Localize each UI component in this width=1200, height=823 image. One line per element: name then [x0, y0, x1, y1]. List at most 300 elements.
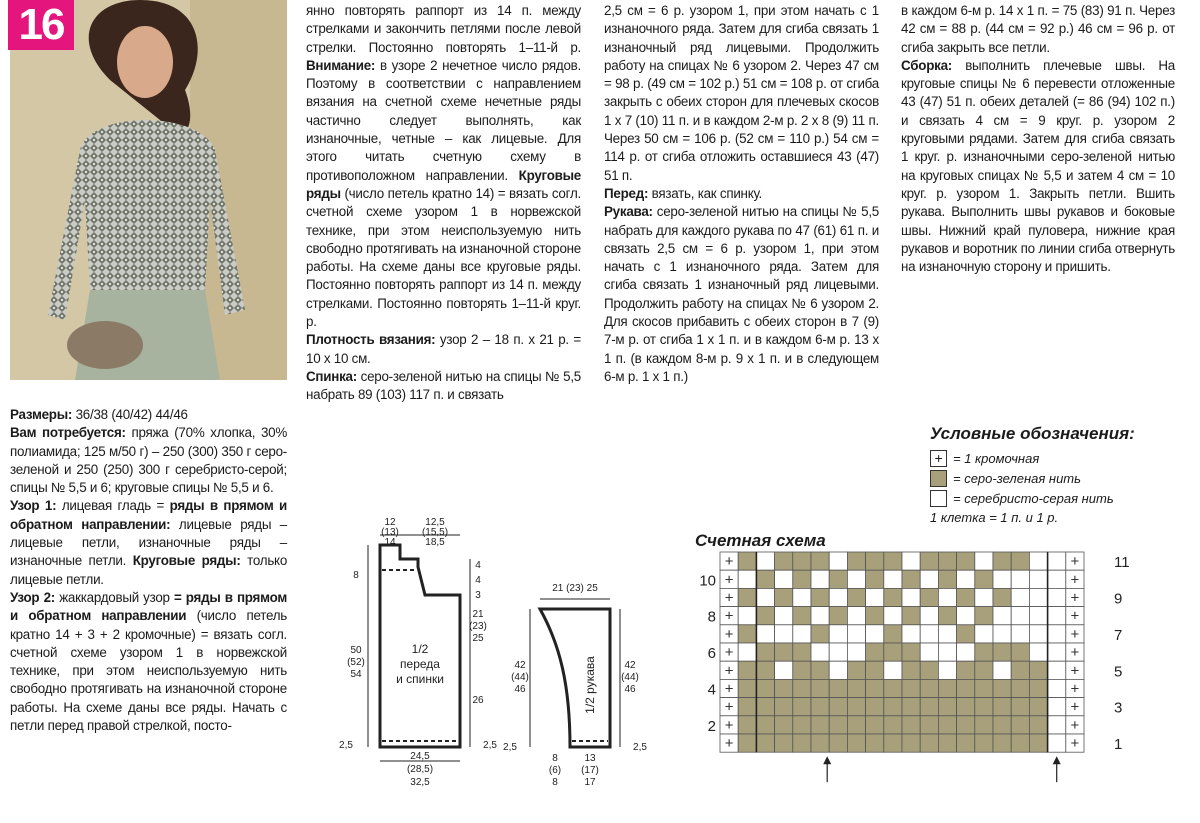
body-top-right-1: 12,5 [425, 517, 445, 528]
body-bottom-1: 24,5 [410, 751, 430, 762]
chart-cell [884, 607, 902, 625]
row-number-right: 11 [1114, 554, 1130, 572]
text-column-2 [306, 2, 581, 405]
chart-cell [1048, 588, 1066, 606]
body-hem-right: 2,5 [483, 740, 497, 751]
chart-cell [738, 570, 756, 588]
chart-cell [811, 643, 829, 661]
chart-cell [957, 570, 975, 588]
chart-cell [866, 625, 884, 643]
body-right-lower: 26 [472, 695, 484, 706]
chart-cell [957, 625, 975, 643]
chart-cell [920, 552, 938, 570]
knitting-chart [690, 548, 1130, 784]
chart-cell [993, 643, 1011, 661]
chart-cell [920, 643, 938, 661]
chart-cell [793, 552, 811, 570]
row-number-left: 10 [699, 572, 716, 590]
chart-cell [1029, 588, 1047, 606]
chart-cell [811, 588, 829, 606]
chart-cell [775, 679, 793, 697]
chart-cell [738, 625, 756, 643]
back-label: Спинка: [306, 368, 357, 384]
chart-cell [1029, 607, 1047, 625]
edge-stitch-mark: + [1070, 735, 1080, 753]
body-hem-left: 2,5 [339, 740, 353, 751]
body-shoulder-1: 4 [475, 560, 481, 571]
sleeve-left-2: (44) [511, 672, 529, 683]
silver-swatch [930, 490, 947, 507]
edge-stitch-mark: + [724, 644, 734, 662]
chart-cell [866, 734, 884, 752]
chart-cell [1011, 588, 1029, 606]
chart-cell [756, 698, 774, 716]
pattern1-label-c: Круговые ряды: [132, 553, 241, 569]
edge-stitch-mark: + [724, 553, 734, 571]
legend [930, 424, 1190, 525]
chart-cell [811, 679, 829, 697]
chart-cell [738, 679, 756, 697]
legend-item-silver [930, 488, 1190, 508]
pattern2-text-b: (число петель кратно 14 + 3 + 2 кромочные) = вязать согл. счетной схеме узором 1 в норвежской технике, при этом неиспользуемую нить свободно протягивать на изнаночной стороне работы. На схеме даны все ряды. Начать с петли перед правой стрелкой, посто- [10, 608, 287, 734]
chart-cell [993, 552, 1011, 570]
sleeve-left-3: 46 [514, 684, 526, 695]
chart-cell [957, 679, 975, 697]
chart-cell [775, 625, 793, 643]
chart-cell [738, 552, 756, 570]
body-left-total-3: 54 [350, 669, 362, 680]
back-text: серо-зеленой нитью на спицы № 5,5 набрать 89 (103) 117 п. и связать [306, 368, 581, 403]
sleeve-hem-left: 2,5 [503, 742, 517, 753]
chart-cell [884, 643, 902, 661]
chart-cell [1011, 570, 1029, 588]
chart-cell [775, 607, 793, 625]
chart-cell [920, 698, 938, 716]
chart-cell [1048, 716, 1066, 734]
materials-text: пряжа (70% хлопка, 30% полиамида; 125 м/50 г) – 250 (300) 350 г серо-зеленой и 250 (250) 300 г серебристо-серой; спицы № 5,5 и 6; круговые спицы № 5,5 и 6. [10, 425, 287, 496]
chart-cell [975, 661, 993, 679]
edge-stitch-mark: + [1070, 607, 1080, 625]
chart-cell [847, 716, 865, 734]
chart-cell [793, 716, 811, 734]
chart-cell [938, 607, 956, 625]
density-label: Плотность вязания: [306, 332, 436, 348]
chart-cell [993, 607, 1011, 625]
sleeve-right-2: (44) [621, 672, 639, 683]
chart-cell [920, 679, 938, 697]
chart-cell [1048, 625, 1066, 643]
chart-cell [975, 625, 993, 643]
chart-cell [902, 734, 920, 752]
sleeves-label: Рукава: [604, 204, 653, 220]
chart-cell [938, 698, 956, 716]
sleeve-bottom-left-3: 8 [552, 777, 558, 788]
chart-cell [829, 552, 847, 570]
chart-cell [1029, 625, 1047, 643]
edge-stitch-mark: + [1070, 698, 1080, 716]
legend-label-edge: = 1 кромочная [953, 450, 1040, 466]
sleeve-right-1: 42 [624, 660, 636, 671]
chart-cell [975, 588, 993, 606]
chart-cell [756, 716, 774, 734]
chart-cell [938, 588, 956, 606]
chart-cell [793, 734, 811, 752]
chart-cell [1029, 552, 1047, 570]
body-label-1: 1/2 [411, 642, 429, 656]
chart-cell [775, 698, 793, 716]
arrow-head [1053, 756, 1061, 764]
sleeves-text: серо-зеленой нитью на спицы № 5,5 набрать для каждого рукава по 47 (61) 61 п. и связать 2,5 см = 6 р. узором 1, при этом начать с 1 изнаночного ряда. Затем для сгиба связать 1 изнаночный ряд лицевыми. Продолжить работу на спицах № 6 узором 2. Для скосов прибавить с обеих сторон в 7 (9) 7-м р. от сгиба 1 х 1 п. и в каждом 6-м р. 13 х 1 п. (в каждом 8-м р. 9 х 1 п. и в следующем 6-м р. 1 х 1 п.) [604, 204, 879, 384]
chart-cell [829, 698, 847, 716]
sleeve-bottom-left-2: (6) [548, 765, 562, 776]
pattern1-text-b: лицевые ряды – лицевые петли, изнаночные ряды – изнаночные петли. [10, 516, 287, 569]
col2-text-1: янно повторять раппорт из 14 п. между стрелками и закончить петлями после левой стрелки. Постоянно повторять 1–11-й р. [306, 3, 581, 55]
chart-cell [902, 698, 920, 716]
assembly-text: выполнить плечевые швы. На круговые спицы № 6 перевести отложенные 43 (47) 51 п. обеих деталей (= 86 (94) 102 п.) и связать 4 см = 9 круг. р. узором 2 круговыми рядами. Затем для сгиба связать 1 круг. р. изнаночными серо-зеленой нитью на круговых спицах № 5,5 и затем 4 см = 10 круг. р. узором 1. Закрыть петли. Вшить рукава. Выполнить швы рукавов и боковые швы. Нижний край пуловера, нижние края рукавов и воротник по линии сгиба отвернуть на изнаночную сторону и пришить. [901, 57, 1175, 275]
chart-cell [884, 588, 902, 606]
chart-cell [1011, 698, 1029, 716]
chart-cell [847, 643, 865, 661]
chart-cell [884, 552, 902, 570]
chart-cell [756, 661, 774, 679]
chart-cell [920, 661, 938, 679]
chart-cell [738, 698, 756, 716]
body-top-left-1: 12 [384, 517, 396, 528]
chart-cell [829, 643, 847, 661]
chart-cell [756, 734, 774, 752]
body-right-upper-1: 21 [472, 609, 484, 620]
chart-cell [975, 734, 993, 752]
chart-cell [793, 625, 811, 643]
chart-cell [957, 661, 975, 679]
chart-cell [1029, 570, 1047, 588]
chart-cell [1048, 570, 1066, 588]
chart-cell [829, 570, 847, 588]
sleeve-bottom-right-2: (17) [581, 765, 599, 776]
chart-cell [756, 607, 774, 625]
model-photo [10, 0, 287, 380]
page-number-badge: 16 [8, 0, 74, 50]
chart-cell [775, 661, 793, 679]
body-bottom-3: 32,5 [410, 777, 430, 788]
row-number-left: 8 [707, 608, 716, 626]
row-number-right: 7 [1114, 626, 1123, 644]
chart-cell [756, 570, 774, 588]
chart-cell [756, 552, 774, 570]
chart-cell [938, 661, 956, 679]
legend-title: Условные обозначения: [930, 424, 1135, 443]
chart-cell [829, 679, 847, 697]
chart-cell [811, 607, 829, 625]
chart-cell [957, 643, 975, 661]
chart-cell [775, 588, 793, 606]
chart-cell [847, 734, 865, 752]
chart-cell [938, 570, 956, 588]
chart-cell [793, 588, 811, 606]
chart-cell [847, 625, 865, 643]
chart-cell [938, 716, 956, 734]
body-label-2: переда [400, 657, 440, 671]
body-top-left-3: 14 [384, 537, 396, 548]
legend-label-silver: = серебристо-серая нить [953, 490, 1114, 506]
edge-stitch-mark: + [724, 716, 734, 734]
chart-cell [902, 570, 920, 588]
assembly-label: Сборка: [901, 57, 952, 73]
chart-cell [829, 734, 847, 752]
sleeve-right-3: 46 [624, 684, 636, 695]
col2-text-2: в узоре 2 нечетное число рядов. Поэтому в соответствии с направлением вязания на счетной схеме нечетные ряды частично следует выполнять, как изнаночные, четные – как лицевые. Для этого читать счетную схему в противоположном направлении. [306, 57, 581, 183]
body-right-upper-3: 25 [472, 633, 484, 644]
chart-cell [866, 661, 884, 679]
chart-cell [811, 716, 829, 734]
edge-stitch-mark: + [724, 680, 734, 698]
chart-cell [756, 643, 774, 661]
pattern1-text-a: лицевая гладь = [56, 498, 170, 514]
chart-cell [756, 625, 774, 643]
chart-cell [866, 679, 884, 697]
chart-cell [738, 607, 756, 625]
chart-cell [738, 716, 756, 734]
chart-cell [975, 716, 993, 734]
chart-cell [866, 588, 884, 606]
model-illustration [10, 0, 287, 380]
chart-cell [938, 679, 956, 697]
chart-cell [1029, 679, 1047, 697]
front-text: вязать, как спинку. [648, 185, 763, 201]
pattern1-label: Узор 1: [10, 498, 57, 514]
edge-stitch-mark: + [724, 607, 734, 625]
chart-cell [902, 643, 920, 661]
pattern2-text-a: жаккардовый узор [54, 589, 174, 605]
chart-cell [884, 716, 902, 734]
chart-cell [920, 716, 938, 734]
chart-cell [1048, 679, 1066, 697]
body-left-total-2: (52) [347, 657, 365, 668]
chart-cell [957, 552, 975, 570]
chart-cell [866, 643, 884, 661]
attention-label: Внимание: [306, 57, 376, 73]
chart-cell [902, 661, 920, 679]
chart-cell [829, 716, 847, 734]
chart-cell [847, 607, 865, 625]
chart-cell [775, 643, 793, 661]
sleeve-schematic [500, 575, 650, 793]
legend-note: 1 клетка = 1 п. и 1 р. [930, 510, 1059, 525]
chart-cell [756, 679, 774, 697]
chart-cell [847, 661, 865, 679]
chart-cell [920, 588, 938, 606]
chart-cell [884, 625, 902, 643]
chart-cell [738, 661, 756, 679]
chart-cell [1011, 625, 1029, 643]
chart-cell [775, 716, 793, 734]
chart-cell [793, 607, 811, 625]
edge-stitch-mark: + [724, 662, 734, 680]
chart-cell [1029, 643, 1047, 661]
materials-label: Вам потребуется: [10, 425, 126, 441]
chart-cell [811, 552, 829, 570]
green-swatch [930, 470, 947, 487]
chart-cell [884, 661, 902, 679]
col4-text-1: в каждом 6-м р. 14 х 1 п. = 75 (83) 91 п. Через 42 см = 88 р. (44 см = 92 р.) 46 см = 96 р. от сгиба закрыть все петли. [901, 3, 1175, 55]
sleeve-bottom-left-1: 8 [552, 753, 558, 764]
chart-cell [957, 588, 975, 606]
body-right-upper-2: (23) [469, 621, 487, 632]
chart-cell [1048, 643, 1066, 661]
chart-cell [1029, 661, 1047, 679]
pattern2-label: Узор 2: [10, 589, 55, 605]
chart-cell [793, 679, 811, 697]
chart-cell [847, 588, 865, 606]
chart-cell [938, 625, 956, 643]
col3-text-1: 2,5 см = 6 р. узором 1, при этом начать с 1 изнаночного ряда. Затем для сгиба связать 1 изнаночный ряд лицевыми. Продолжить работу на спицах № 6 узором 2. Через 47 см = 98 р. (49 см = 102 р.) 51 см = 108 р. от сгиба закрыть с обеих сторон для плечевых скосов 1 х 7 (10) 11 п. и в каждом 2-м р. 2 х 8 (9) 11 п. Через 50 см = 106 р. (52 см = 110 р.) 54 см = 114 р. от сгиба отложить оставшиеся 43 (47) 51 п. [604, 3, 879, 183]
plus-icon: + [930, 450, 947, 467]
chart-cell [829, 661, 847, 679]
row-number-right: 1 [1114, 736, 1123, 754]
chart-cell [884, 679, 902, 697]
body-left-total-1: 50 [350, 645, 362, 656]
body-shoulder-2: 4 [475, 575, 481, 586]
chart-cell [993, 625, 1011, 643]
text-column-1 [10, 406, 287, 735]
text-column-3 [604, 2, 879, 386]
row-number-right: 9 [1114, 590, 1123, 608]
chart-cell [866, 570, 884, 588]
chart-cell [902, 679, 920, 697]
chart-cell [975, 679, 993, 697]
arrow-head [823, 756, 831, 764]
chart-cell [993, 679, 1011, 697]
chart-cell [884, 570, 902, 588]
chart-cell [975, 570, 993, 588]
chart-cell [1048, 734, 1066, 752]
edge-stitch-mark: + [724, 571, 734, 589]
chart-cell [1011, 734, 1029, 752]
chart-cell [1011, 607, 1029, 625]
schema-title: Счетная схема [695, 531, 826, 550]
chart-cell [993, 570, 1011, 588]
chart-cell [866, 607, 884, 625]
chart-cell [866, 716, 884, 734]
chart-cell [957, 716, 975, 734]
edge-stitch-mark: + [724, 625, 734, 643]
chart-cell [993, 588, 1011, 606]
edge-stitch-mark: + [724, 698, 734, 716]
body-top-right-3: 18,5 [425, 537, 445, 548]
chart-cell [738, 588, 756, 606]
chart-cell [957, 607, 975, 625]
chart-cell [1011, 716, 1029, 734]
chart-cell [811, 661, 829, 679]
body-label-3: и спинки [396, 672, 444, 686]
chart-cell [811, 698, 829, 716]
edge-stitch-mark: + [1070, 662, 1080, 680]
chart-cell [993, 661, 1011, 679]
pattern1-label-b: ряды в прямом и обратном направлении: [10, 498, 287, 532]
chart-cell [847, 679, 865, 697]
chart-cell [1048, 698, 1066, 716]
chart-cell [902, 552, 920, 570]
chart-cell [902, 588, 920, 606]
legend-item-edge [930, 448, 1190, 468]
chart-cell [811, 570, 829, 588]
chart-cell [902, 625, 920, 643]
edge-stitch-mark: + [1070, 571, 1080, 589]
row-number-left: 2 [707, 717, 716, 735]
pattern1-text-c: только лицевые петли. [10, 553, 288, 587]
chart-cell [829, 625, 847, 643]
density-text: узор 2 – 18 п. х 21 р. = 10 х 10 см. [306, 332, 582, 366]
legend-label-green: = серо-зеленая нить [953, 470, 1081, 486]
edge-stitch-mark: + [1070, 680, 1080, 698]
chart-cell [938, 734, 956, 752]
edge-stitch-mark: + [724, 735, 734, 753]
chart-cell [775, 734, 793, 752]
body-left-small: 8 [353, 570, 359, 581]
chart-cell [920, 734, 938, 752]
chart-cell [1029, 716, 1047, 734]
edge-stitch-mark: + [1070, 625, 1080, 643]
chart-cell [866, 698, 884, 716]
front-label: Перед: [604, 185, 649, 201]
chart-cell [993, 734, 1011, 752]
chart-cell [811, 734, 829, 752]
edge-stitch-mark: + [1070, 553, 1080, 571]
chart-cell [993, 698, 1011, 716]
text-column-4 [901, 2, 1175, 276]
chart-cell [829, 607, 847, 625]
sleeve-top: 21 (23) 25 [552, 583, 598, 594]
chart-cell [884, 698, 902, 716]
chart-cell [938, 552, 956, 570]
sizes-text: 36/38 (40/42) 44/46 [72, 407, 188, 422]
edge-stitch-mark: + [724, 589, 734, 607]
col2-text-3: (число петель кратно 14) = вязать согл. счетной схеме узором 1 в норвежской технике, при этом неиспользуемую нить свободно протягивать на изнаночной стороне работы. На схеме даны все круговые ряды. Постоянно повторять раппорт из 14 п. между стрелками. Постоянно повторять 1–11-й круг. р. [306, 185, 581, 330]
sizes-label: Размеры: [10, 407, 73, 422]
pattern2-label-b: = ряды в прямом и обратном направлении [10, 589, 287, 624]
chart-cell [793, 661, 811, 679]
edge-stitch-mark: + [1070, 716, 1080, 734]
body-schematic [330, 515, 500, 793]
sleeve-bottom-right-1: 13 [584, 753, 596, 764]
round-rows-label: Круговые ряды [306, 167, 581, 201]
chart-cell [811, 625, 829, 643]
chart-cell [975, 643, 993, 661]
chart-cell [920, 625, 938, 643]
chart-cell [738, 734, 756, 752]
sleeve-left-1: 42 [514, 660, 526, 671]
row-number-left: 6 [707, 645, 716, 663]
chart-cell [1048, 607, 1066, 625]
chart-cell [1048, 552, 1066, 570]
chart-cell [793, 570, 811, 588]
legend-item-green [930, 468, 1190, 488]
edge-stitch-mark: + [1070, 644, 1080, 662]
chart-cell [884, 734, 902, 752]
chart-cell [829, 588, 847, 606]
sleeve-bottom-right-3: 17 [584, 777, 596, 788]
chart-cell [793, 698, 811, 716]
chart-cell [1048, 661, 1066, 679]
body-bottom-2: (28,5) [406, 764, 434, 775]
chart-cell [902, 607, 920, 625]
chart-cell [920, 607, 938, 625]
chart-cell [1011, 661, 1029, 679]
chart-cell [1029, 734, 1047, 752]
body-shoulder-3: 3 [475, 590, 481, 601]
chart-cell [847, 552, 865, 570]
chart-cell [775, 552, 793, 570]
